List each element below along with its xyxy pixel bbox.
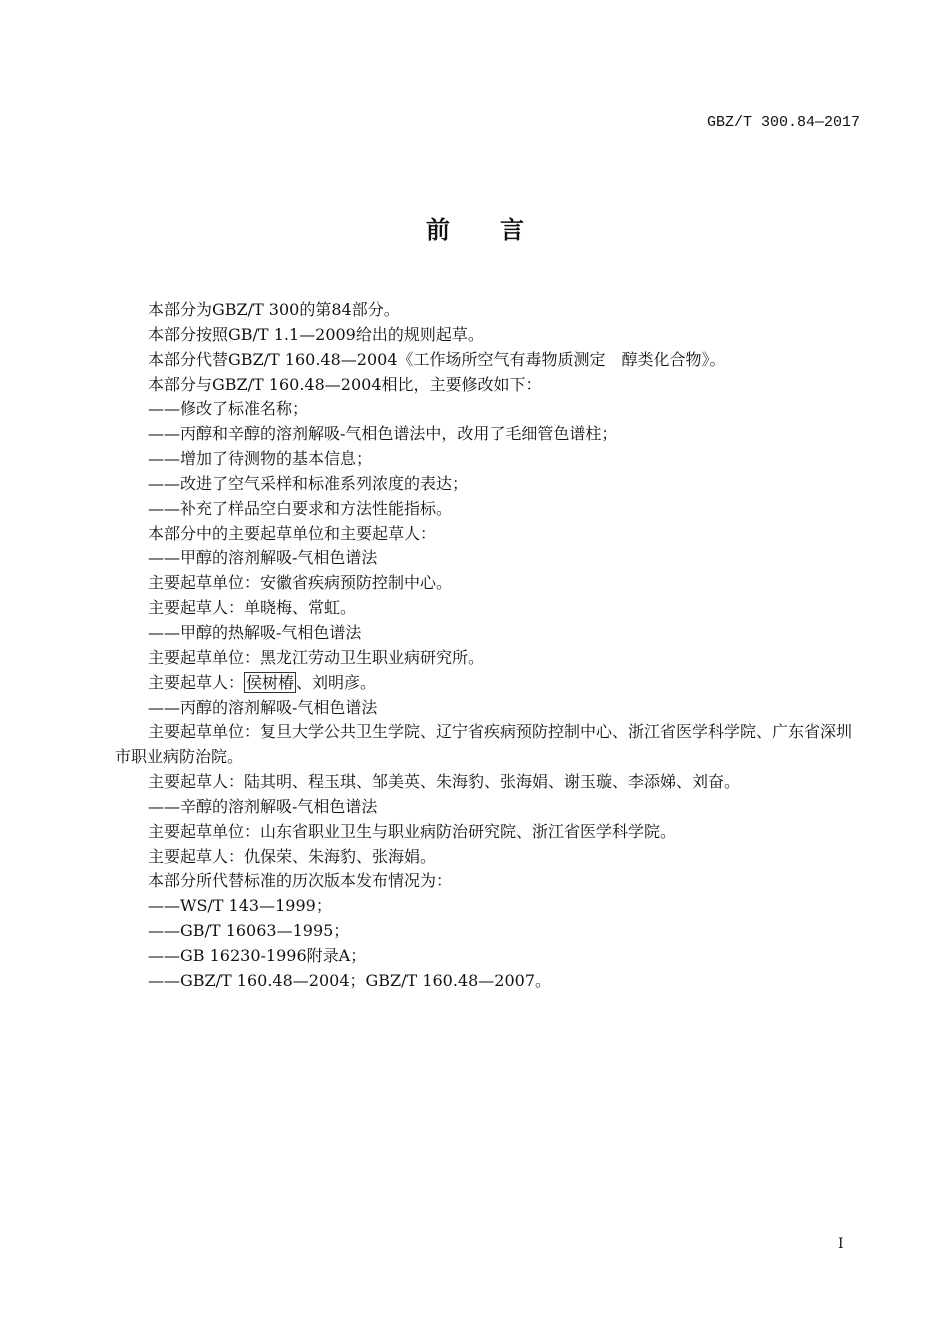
document-body	[115, 298, 860, 994]
boxed-line-suffix: 、刘明彦。	[296, 672, 377, 692]
paragraph: 主要起草单位：山东省职业卫生与职业病防治研究院、浙江省医学科学院。	[148, 821, 677, 841]
paragraph: ——GB/T 16063—1995；	[148, 921, 350, 941]
page-number: I	[838, 1236, 844, 1252]
paragraph: ——丙醇的溶剂解吸-气相色谱法	[148, 697, 378, 717]
paragraph: ——GBZ/T 160.48—2004；GBZ/T 160.48—2007。	[148, 970, 552, 990]
paragraph	[115, 671, 860, 696]
paragraph: 主要起草单位：安徽省疾病预防控制中心。	[148, 573, 453, 593]
boxed-line-prefix: 主要起草人：	[148, 672, 245, 692]
paragraph: 本部分代替GBZ/T 160.48—2004《工作场所空气有毒物质测定 醇类化合物》。	[148, 349, 726, 369]
paragraph: 本部分按照GB/T 1.1—2009给出的规则起草。	[148, 324, 484, 344]
paragraph: 主要起草单位：复旦大学公共卫生学院、辽宁省疾病预防控制中心、浙江省医学科学院、广东省深圳市职业病防治院。	[115, 722, 853, 767]
paragraph: ——增加了待测物的基本信息；	[148, 449, 373, 469]
paragraph: 主要起草人：陆其明、程玉琪、邹美英、朱海豹、张海娟、谢玉璇、李添娣、刘奋。	[148, 772, 741, 792]
paragraph: ——丙醇和辛醇的溶剂解吸-气相色谱法中，改用了毛细管色谱柱；	[148, 424, 618, 444]
paragraph: ——甲醇的溶剂解吸-气相色谱法	[148, 548, 378, 568]
highlighted-name: 侯树椿	[246, 672, 295, 692]
paragraph: ——GB 16230-1996附录A；	[148, 945, 367, 965]
paragraph: 主要起草人：单晓梅、常虹。	[148, 598, 357, 618]
paragraph: 本部分中的主要起草单位和主要起草人：	[148, 523, 437, 543]
paragraph: ——修改了标准名称；	[148, 399, 309, 419]
paragraph: ——补充了样品空白要求和方法性能指标。	[148, 498, 453, 518]
paragraph: ——WS/T 143—1999；	[148, 896, 332, 916]
paragraph: ——辛醇的溶剂解吸-气相色谱法	[148, 796, 378, 816]
paragraph: ——改进了空气采样和标准系列浓度的表达；	[148, 473, 469, 493]
paragraph: 主要起草人：仇保荣、朱海豹、张海娟。	[148, 846, 437, 866]
paragraph: ——甲醇的热解吸-气相色谱法	[148, 622, 362, 642]
standard-id-header: GBZ/T 300.84—2017	[706, 114, 860, 131]
paragraph: 主要起草单位：黑龙江劳动卫生职业病研究所。	[148, 647, 485, 667]
paragraph: 本部分与GBZ/T 160.48—2004相比，主要修改如下：	[148, 374, 542, 394]
page-title: 前言	[426, 215, 574, 244]
paragraph: 本部分所代替标准的历次版本发布情况为：	[148, 871, 453, 891]
paragraph: 本部分为GBZ/T 300的第84部分。	[148, 300, 400, 319]
